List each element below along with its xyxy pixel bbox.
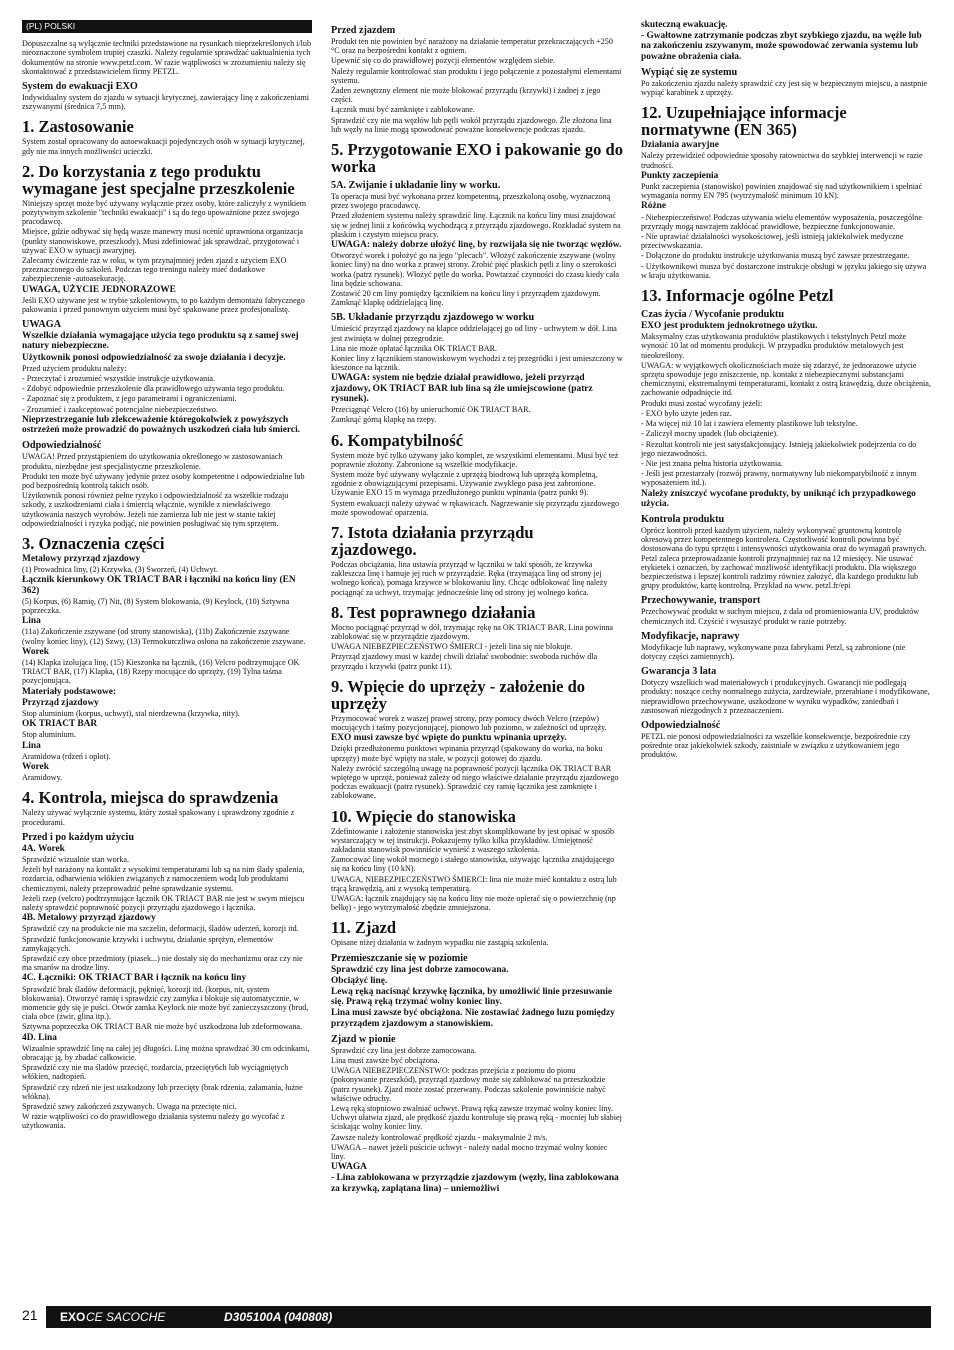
footer-code: D305100A (040808) [224, 1310, 333, 1324]
paragraph: Mocno pociągnąć przyrząd w dół, trzymając rękę na OK TRIACT BAR. Lina powinna zablokować się w przyrządzie zjazdowym. [331, 622, 614, 641]
bold-paragraph: Przyrząd zjazdowy [22, 697, 99, 708]
section-heading: 6. Kompatybilność [331, 430, 464, 450]
footer-variant: CE SACOCHE [86, 1310, 166, 1324]
paragraph: Aramidowy. [22, 773, 63, 783]
paragraph: Dopuszczalne są wyłącznie techniki przedstawione na rysunkach nieprzekreślonych i/lub nieoznaczone symbolem trupiej czaszki. Należy regularnie sprawdzać uaktualnienia tych dokumentów na stronie www.petzl.com. W razie wątpliwości w zrozumieniu należy się skontaktować z przedstawicielem firmy PETZL. [22, 39, 312, 76]
paragraph: Koniec liny z łącznikiem stanowiskowym wychodzi z tej przegródki i jest umieszczony w kieszonce na łącznik. [331, 354, 623, 373]
paragraph: UWAGA, NIEBEZPIECZEŃSTWO ŚMIERCI: lina nie może mieć kontaktu z ostrą lub trącą krawędzią, ani z wysoką temperaturą. [331, 874, 617, 893]
paragraph: Lina musi zawsze być obciążona. [331, 1056, 440, 1066]
paragraph: Dzięki przedłużonemu punktowi wpinania przyrząd (spakowany do worka, na boku uprzęży) może być wpięty na stałe, w pozycji gotowej do zjazdu. [331, 744, 603, 763]
paragraph: Zamknąć górną klapkę na rzepy. [331, 415, 437, 425]
paragraph: Produkt ten może być używany jedynie przez osoby kompetentne i odpowiedzialne lub pod bezpośrednią kontrolą takich osób. [22, 471, 305, 490]
paragraph: Dotyczy wszelkich wad materiałowych i produkcyjnych. Gwarancji nie podlegają produkty: noszące cechy normalnego zużycia, zardzewiałe, przerabiane i modyfikowane, nieprawidłowo przechowywane, uszkodzone w wyniku wypadków, zaniedbań i zastosowań niezgodnych z przeznaczeniem. [641, 678, 930, 715]
paragraph: - Jeśli jest przestarzały (rozwój prawny, normatywny lub niekompatybilność z innym wyposażeniem itd.). [641, 469, 917, 488]
language-header: (PL) POLSKI [22, 20, 312, 33]
bold-paragraph: Lewą ręką nacisnąć krzywkę łącznika, by umożliwić linie przesuwanie się. Prawą ręką trzymać wolny koniec liny. [331, 987, 612, 1008]
bold-paragraph: Wszelkie działania wymagające użycia tego produktu są z samej swej natury niebezpieczne. [22, 331, 299, 352]
paragraph: Łącznik musi być zamknięte i zablokowane. [331, 105, 475, 115]
paragraph: W razie wątpliwości co do prawidłowego działania systemu należy go wycofać z użytkowania. [22, 1112, 285, 1131]
paragraph: PETZL nie ponosi odpowiedzialności za wszelkie konsekwencje, bezpośrednie czy pośrednie oraz jakiekolwiek szkody, zaistniałe w związku z użytkowaniem jego produktów. [641, 731, 911, 760]
paragraph: - EXO było użyte jeden raz. [641, 408, 732, 418]
footer-bar [46, 1306, 931, 1328]
paragraph: Przymocować worek z waszej prawej strony, przy pomocy dwóch Velcro (rzepów) mocujących i taśmy pozycjonującej, pionowo lub poziomo, w zależności od uprzęży. [331, 713, 607, 732]
footer-product: EXO [60, 1310, 86, 1324]
paragraph: - Zdobyć odpowiednie przeszkolenie dla prawidłowego używania tego produktu. [22, 384, 285, 394]
paragraph: Maksymalny czas użytkowania produktów plastikowych i tekstylnych Petzl może wynosić 10 lat od momentu produkcji. W przypadku produktów metalowych jest nieokreślony. [641, 332, 907, 360]
paragraph: - Niebezpieczeństwo! Podczas używania wielu elementów wyposażenia, poszczególne przyrządy mogą nawzajem zakłócać prawidłowe, bezpieczne funkcjonowanie. [641, 212, 922, 231]
page-number: 21 [22, 1307, 38, 1323]
paragraph: - Nie uprawiać działalności wysokościowej, jeśli istnieją jakiekolwiek medyczne przeciwwskazania. [641, 232, 904, 251]
paragraph: - Zrozumieć i zaakceptować potencjalne niebezpieczeństwo. [22, 404, 218, 414]
page-footer [22, 1306, 931, 1328]
section-heading: 12. Uzupełniające informacje normatywne (EN 365) [641, 103, 847, 140]
subsection-heading: Kontrola produktu [641, 513, 725, 525]
bold-paragraph: Lina [22, 616, 41, 627]
bold-paragraph: Worek [22, 646, 49, 657]
section-heading: 4. Kontrola, miejsca do sprawdzenia [22, 788, 279, 808]
paragraph: - Przeczytać i zrozumieć wszystkie instrukcje użytkowania. [22, 374, 216, 384]
subsection-heading: Odpowiedzialność [641, 719, 721, 731]
bold-paragraph: Należy zniszczyć wycofane produkty, by uniknąć ich przypadkowego użycia. [641, 488, 916, 509]
paragraph: UWAGA: łącznik znajdujący się na końcu liny nie może opierać się o powierzchnię (np belkę) - jego wytrzymałość zbędzie zmniejszona. [331, 894, 616, 913]
subsection-heading: Przed zjazdem [331, 25, 396, 36]
bold-paragraph: Lina musi zawsze być obciążona. Nie zostawiać żadnego luzu pomiędzy przyrządem zjazdowym a stanowiskiem. [331, 1008, 615, 1029]
paragraph: Otworzyć worek i położyć go na jego "plecach". Włożyć zakończenie zszywane (wolny koniec liny) na dno worka z prawej strony. Zrobić pięć płaskich pętli z liny o szerokości worka (patrz rysunek). Włożyć pętle do worka. Powtarzać czynności do czasu kiedy cała lina będzie schowana. [331, 251, 619, 288]
paragraph: Produkt musi zostać wycofany jeżeli: [641, 398, 763, 408]
subsection-heading: 5B. Układanie przyrządu zjazdowego w worku [331, 312, 535, 324]
paragraph: Po zakończeniu zjazdu należy sprawdzić czy jest się w bezpiecznym miejscu, a nastpnie wypiąć karabinek z uprzęży. [641, 78, 928, 98]
subsection-heading: Przechowywanie, transport [641, 595, 761, 607]
paragraph: Użytkownik ponosi również pełne ryzyko i odpowiedzialność za wszelkie rodzaju szkody, z uszkodzeniami ciała i śmiercią włącznie, wynikłe z niewłaściwego użytkowania naszych wyrobów. Jeżeli nie zamierza lub nie jest w stanie takiej odpowiedzialności i ryzyka podjąć, nie powinien posługiwać się tym sprzętem. [22, 491, 289, 528]
paragraph: Modyfikacje lub naprawy, wykonywane poza fabrykami Petzl, są zabronione (nie dotyczy części zamiennych). [641, 642, 906, 661]
paragraph: Zostawić 20 cm liny pomiędzy łącznikiem na końcu liny i przyrządem zjazdowym. Zamknąć klapkę oddzielającą linę. [331, 289, 601, 308]
subsection-heading: Modyfikacje, naprawy [641, 630, 740, 642]
paragraph: Przyrząd zjazdowy musi w każdej chwili działać swobodnie: swoboda ruchów dla przyrządu i krzywki (patrz punkt 11). [331, 652, 598, 671]
bold-paragraph: - Gwałtowne zatrzymanie podczas zbyt szybkiego zjazdu, na węźle lub na zakończeniu zszywanym, może spowodować zerwania systemu lub poważne obrażenia ciała. [641, 31, 922, 62]
section-heading: 13. Informacje ogólne Petzl [641, 286, 834, 306]
subsection-heading: UWAGA [22, 319, 62, 331]
paragraph: Sprawdzić czy obce przedmioty (piasek...) nie dostały się do mechanizmu oraz czy nie ma smarów na drodze liny. [22, 954, 303, 973]
bold-paragraph: skuteczną ewakuację. [641, 20, 728, 30]
paragraph: Sprawdzić funkcjonowanie krzywki i uchwytu, działanie sprężyn, elementów zamykających. [22, 934, 274, 953]
subsection-heading: Przed i po każdym użyciu [22, 831, 135, 843]
paragraph: - Dołączone do produktu instrukcje użytkowania muszą być zawsze przestrzegane. [641, 251, 910, 261]
section-heading: 8. Test poprawnego działania [331, 602, 536, 622]
paragraph: System może być używany wyłącznie z uprzężą biodrową lub uprzężą kompletną, zgodnie z obowiązującymi przepisami. Używanie zwykłego pasa jest zabronione. Używanie EXO 15 m wymaga przedłużonego punktu wpinania (patrz punkt 9). [331, 469, 598, 498]
paragraph: Lina nie może opłatać łącznika OK TRIACT BAR. [331, 343, 498, 353]
subsection-heading: 5A. Zwijanie i układanie liny w worku. [331, 180, 501, 192]
bold-paragraph: UWAGA [331, 1162, 367, 1173]
bold-paragraph: OK TRIACT BAR [22, 719, 98, 730]
subsection-heading: Wypiąć się ze systemu [641, 66, 738, 78]
paragraph: UWAGA: w wyjątkowych okolicznościach może się zdarzyć, że jednorazowe użycie sprzętu spowoduje jego zniszczenie, np. kontakt z niebezpiecznymi substancjami chemicznymi, ekstremalnymi temperaturami, kontakt z ostrą krawędzią, duże obciążenia, zachowanie odpadnięcie itd. [641, 360, 931, 398]
paragraph: System może być tylko używany jako komplet, ze wszystkimi elementami. Musi być też poprawnie złożony. Zabronione są wszelkie modyfikacje. [331, 450, 619, 469]
bold-paragraph: Lina [22, 740, 41, 751]
paragraph: (11a) Zakończenie zszywane (od strony stanowiska), (11b) Zakończenie zszywane (wolny koniec liny), (12) Szwy, (13) Termokurczliwa osłona na zakończenie zszywane. [22, 627, 306, 646]
paragraph: Niniejszy sprzęt może być używany wyłącznie przez osoby, które zaliczyły z wynikiem pozytywnym szkolenie "techniki ewakuacji" i są do tego upoważnione przez swojego pracodawcę. [22, 198, 306, 227]
paragraph: System ewakuacji należy używać w rękawicach. Nagrzewanie się przyrządu zjazdowego może spowodować oparzenia. [331, 498, 620, 517]
section-heading: 1. Zastosowanie [22, 117, 134, 137]
paragraph: Podczas obciążania, lina ustawia przyrząd w łączniku w taki sposób, że krzywka zakleszcza linę i hamuje jej ruch w przyrządzie. Ręka (trzymająca linę od strony jej wolnego końca), pomaga krzywce w blokowaniu liny. Chcąc odblokować linę należy pociągnąć za uchwyt, trzymając jednocześnie linę od strony jej wolnego końca. [331, 559, 608, 597]
paragraph: Indywidualny system do zjazdu w sytuacji krytycznej, zawierający linę z zakończeniami zszywanymi (średnica 7,5 mm). [22, 93, 309, 112]
bold-paragraph: UWAGA: należy dobrze ułożyć linę, by rozwijała się nie tworząc węzłów. [331, 240, 622, 251]
paragraph: Sprawdzić czy rdzeń nie jest uszkodzony lub przecięty (brak rdzenia, załamania, łużne włókna). [22, 1082, 303, 1101]
paragraph: Przed użyciem produktu należy: [22, 363, 127, 373]
subsection-heading: Odpowiedzialność [22, 440, 102, 452]
bold-paragraph: Sprawdzić czy lina jest dobrze zamocowana. [331, 964, 509, 975]
paragraph: Przechowywać produkt w suchym miejscu, z dala od promieniowania UV, produktów chemicznych itd. Czyścić i wysuszyć produkt w razie potrzeby. [641, 607, 920, 626]
subsection-heading: System do ewakuacji EXO [22, 81, 138, 93]
paragraph: - Zaliczył mocny upadek (lub obciążenie). [641, 429, 779, 439]
paragraph: Upewnić się co do prawidłowej pozycji elementów względem siebie. [331, 56, 556, 66]
bold-paragraph: Worek [22, 761, 49, 772]
paragraph: Sprawdzić czy nie ma węzłów lub pętli wokół przyrządu zjazdowego. Źle złożona lina lub węzły na linie mogą spowodować poważne konsekwencje podczas zjazdu. [331, 115, 612, 134]
bold-paragraph: 4B. Metalowy przyrząd zjazdowy [22, 913, 156, 924]
subsection-heading: Zjazd w pionie [331, 1033, 396, 1045]
bold-paragraph: UWAGA: system nie będzie działał prawidłowo, jeżeli przyrząd zjazdowy, OK TRIACT BAR lub lina są źle umiejscowione (patrz rysunek). [331, 373, 593, 404]
paragraph: Należy używać wyłącznie systemu, który został spakowany i sprawdzony zgodnie z procedurami. [22, 808, 295, 827]
bold-paragraph: Metalowy przyrząd zjazdowy [22, 553, 141, 564]
paragraph: Miejsce, gdzie odbywać się będą wasze manewry musi ocenić uprawniona organizacja (punkty stanowiskowe, przeszkody). Musi zdefiniować jak sprawdzać, przygotować i używać EXO w sytuacji awaryjnej. [22, 227, 303, 255]
section-heading: 11. Zjazd [331, 918, 397, 938]
paragraph: (14) Klapka izolująca linę, (15) Kieszonka na łącznik, (16) Velcro podtrzymujące OK TRIACT BAR, (17) Klapka, (18) Rzepy mocujące do uprzęży, (19) Tylna taśma pozycjonująca. [22, 657, 300, 686]
paragraph: Zawsze należy kontrolować prędkość zjazdu - maksymalnie 2 m/s. [331, 1132, 548, 1142]
section-heading: 5. Przygotowanie EXO i pakowanie go do worka [331, 140, 623, 177]
paragraph: - Nie jest znana pełna historia użytkowania. [641, 458, 783, 468]
section-heading: 10. Wpięcie do stanowiska [331, 806, 516, 826]
paragraph: Należy zwrócić szczególną uwagę na poprawność pozycji łącznika OK TRIACT BAR wpiętego w uprzęż, ponieważ zależy od niego właściwe działanie przyrządu zjazdowego podczas ewakuacji (patrz rysunek). Sprawdzić czy ramię łącznika jest zamknięte i zablokowane. [331, 763, 619, 801]
bold-paragraph: Różne [641, 201, 666, 212]
paragraph: UWAGA! Przed przystąpieniem do użytkowania określonego w zastosowaniach produktu, niezbędne jest specjalistyczne przeszkolenie. [22, 452, 283, 471]
paragraph: Zalecamy ćwiczenie raz w roku, w tym przynajmniej jeden zjazd z użyciem EXO przeznaczonego do szkoleń. Podczas tego treningu należy mieć dodatkowe zabezpieczenie -autoasekurację. [22, 256, 287, 284]
paragraph: Oprócz kontroli przed każdym użyciem, należy wykonywać gruntowną kontrolę okresową przez kompetentnego kontrolera. Częstotliwość kontroli powinna być dostosowana do typu sprzętu i intensywności użytkowania oraz do wymagań prawnych. Petzl zaleca przeprowadzanie kontroli przynajmniej raz na 12 miesięcy. Nie usuwać etykietek i oznaczeń, by zachować możliwość identyfikacji produktu. Dla większego bezpieczeństwa i lepszej kontroli radzimy równiez założyć, dla każdego produktu lub grupy produktów, kartę kontrolną. Przykład na www. petzl.fr/epi [641, 525, 927, 591]
paragraph: UWAGA – nawet jeżeli puścicie uchwyt - należy nadal mocno trzymać wolny koniec liny. [331, 1142, 608, 1162]
paragraph: Przed złożeniem systemu należy sprawdzić linę. Łącznik na końcu liny musi znajdować się w jednej linii z końcówką wychodzącą z przyrządu zjazdowego. Rozkładać system na płaskim i czystym miejscu pracy. [331, 211, 621, 239]
paragraph: - Ma więcej niż 10 lat i zawiera elementy plastikowe lub tekstylne. [641, 419, 858, 429]
bold-paragraph: Działania awaryjne [641, 140, 719, 151]
paragraph: Sprawdzić wizualnie stan worka. [22, 855, 129, 864]
column-3 [641, 20, 931, 761]
paragraph: Umieścić przyrząd zjazdowy na klapce oddzielającej go od liny - uchwytem w dół. Lina jest zwinięta w dolnej przegrodzie. [331, 324, 617, 343]
paragraph: - Zapoznać się z produktem, z jego parametrami i ograniczeniami. [22, 394, 237, 404]
bold-paragraph: 4D. Lina [22, 1032, 57, 1043]
paragraph: Jeżeli rzep (velcro) podtrzymujące łącznik OK TRIACT BAR nie jest w swym miejscu należy sprawdzić poprawność pozycji przyrządu zjazdowego i łącznika. [22, 893, 305, 913]
paragraph: Przeciągnąć Velcro (16) by unieruchomić OK TRIACT BAR. [331, 405, 531, 415]
paragraph: - Użytkownikowi musza być dostarczone instrukcje obsługi w języku jakiego się używa w kraju użytkowania. [641, 261, 927, 280]
paragraph: Sprawdzić czy na produkcie nie ma szczelin, deformacji, śladów uderzeń, korozji itd. [22, 924, 299, 934]
bold-paragraph: EXO musi zawsze być wpięte do punktu wpinania uprzęży. [331, 733, 567, 744]
bold-paragraph: - Lina zablokowana w przyrządzie zjazdowym (węzły, lina zablokowana za krzywką, zaplątana lina) – uniemożliwi [331, 1173, 619, 1194]
bold-paragraph: Punkty zaczepienia [641, 170, 719, 181]
paragraph: - Rezultat kontroli nie jest satysfakcjonujący. Istnieją jakiekolwiek podejrzenia co do jego niezawodności. [641, 439, 917, 458]
section-heading: 9. Wpięcie do uprzęży - założenie do uprzęży [331, 676, 586, 713]
paragraph: Lewą ręką stopniowo zwalniać uchwyt. Prawą ręką zawsze trzymać wolny koniec liny. Uchwyt ułatwia zjazd, ale prędkość zjazdu kontroluje się prawą ręką - mocniej lub słabiej ściskając wolny koniec liny. [331, 1104, 622, 1132]
bold-paragraph: 4C. Łączniki: OK TRIACT BAR i łącznik na końcu liny [22, 973, 247, 984]
section-heading: 3. Oznaczenia części [22, 533, 165, 553]
paragraph: Punkt zaczepienia (stanowisko) powinien znajdować się nad użytkownikiem i spełniać wymagania normy EN 795 (wytrzymałość minimum 10 kN). [641, 182, 923, 201]
subsection-heading: Przemieszczanie się w poziomie [331, 952, 468, 964]
paragraph: Opisane niżej działania w żadnym wypadku nie zastąpią szkolenia. [331, 938, 549, 948]
paragraph: Ta operacja musi być wykonana przez kompetentną, przeszkoloną osobę, wyznaczoną przez swojego pracodawcę. [331, 192, 611, 211]
paragraph: Zdefiniowanie i założenie stanowiska jest zbyt skomplikowane by jest opisać w sposób wystarczający w tej instrukcji. Pokazujemy tylko kilka przykładów. Umiejętność zakładania stanowisk powinniście wynieść z waszego szkolenia. [331, 826, 614, 854]
paragraph: Stop aluminium (korpus, uchwyt), stal nierdzewna (krzywka, nity). [22, 708, 240, 718]
paragraph: Jeżeli był narażony na kontakt z wysokimi temperaturami lub są na nim ślady spalenia, rozdarcia, odbarwienia włókien związanych z namoczeniem wodą lub produktami chemicznymi, należy przeprowadzić pełne sprawdzanie systemu. [22, 865, 305, 893]
paragraph: Należy regularnie kontrolować stan produktu i jego połączenie z pozostałymi elementami systemu. [331, 66, 622, 85]
bold-paragraph: EXO jest produktem jednokrotnego użytku. [641, 321, 818, 332]
column-1 [22, 20, 312, 1132]
paragraph: Stop aluminium. [22, 730, 76, 740]
subsection-heading: Gwarancja 3 lata [641, 666, 717, 678]
paragraph: Sprawdzić czy lina jest dobrze zamocowana. [331, 1045, 477, 1055]
paragraph: Zamocować linę wokół mocnego i stałego stanowiska, używając łącznika znajdującego się na końcu liny (10 kN). [331, 855, 615, 874]
paragraph: Należy przewidzieć odpowiednie sposoby ratownictwa do szybkiej interwencji w razie trudności. [641, 151, 923, 170]
paragraph: Sprawdzić szwy zakończeń zszywanych. Uwaga na przecięte nici. [22, 1102, 237, 1112]
paragraph: Aramidowa (rdzeń i oplot). [22, 751, 111, 761]
section-heading: 7. Istota działania przyrządu zjazdowego. [331, 522, 534, 559]
paragraph: Produkt ten nie powinien być narażony na działanie temperatur przekraczających +250 °C oraz na bezpośredni kontakt z ogniem. [331, 37, 613, 56]
bold-paragraph: Łącznik kierunkowy OK TRIACT BAR i łączniki na końcu liny (EN 362) [22, 575, 296, 596]
paragraph: UWAGA NIEBEZPIECZEŃSTWO: podczas przejścia z poziomu do pionu (pokonywanie przeszkód), przyrząd zjazdowy może się zablokować na przeszkodzie (patrz rysunek). Zjazd może zostać przerwany. Podczas szkolenie powinniście nabyć właściwe odruchy. [331, 1066, 606, 1103]
bold-paragraph: Obciążyć linę. [331, 975, 388, 986]
paragraph: UWAGA NIEBEZPIECZEŃSTWO ŚMIERCI - jeżeli lina się nie blokuje. [331, 642, 573, 652]
bold-paragraph: Użytkownik ponosi odpowiedzialność za swoje działania i decyzje. [22, 352, 286, 363]
bold-paragraph: Materiały podstawowe: [22, 686, 116, 697]
subsection-heading: Czas życia / Wycofanie produktu [641, 309, 785, 321]
bold-paragraph: UWAGA, UŻYCIE JEDNORAZOWE [22, 284, 176, 295]
column-2 [331, 20, 623, 1195]
section-heading: 2. Do korzystania z tego produktu wymagane jest specjalne przeszkolenie [22, 161, 295, 198]
bold-paragraph: Nieprzestrzeganie lub zlekceważenie któregokolwiek z powyższych ostrzeżeń może prowadzić do poważnych uszkodzeń ciała lub śmierci. [22, 414, 301, 436]
paragraph: (5) Korpus, (6) Ramię, (7) Nit, (8) System blokowania, (9) Keylock, (10) Sztywna poprzeczka. [22, 596, 290, 615]
paragraph: Sprawdzić brak śladów deformacji, pęknięć, korozji itd. (korpus, nit, system blokowania). Otworzyć ramię i sprawdzić czy zamyka i blokuje się automatycznie, w momencie gdy się je puści. Otwór zamka Keylock nie może być zanieczyszczony (brud, ciała obce (żwir, glina itp.). [22, 984, 309, 1022]
paragraph: Żaden zewnętrzny element nie może blokować przyrządu (krzywki) i żadnej z jego części. [331, 86, 601, 105]
paragraph: Sztywna poprzeczka OK TRIACT BAR nie może być uszkodzona lub zdeformowana. [22, 1022, 302, 1032]
paragraph: Jeśli EXO używane jest w trybie szkoleniowym, to po każdym demontażu fabrycznego pakowania i przed ponownym użyciem musi być spakowane przez profesjonalistę. [22, 295, 305, 315]
paragraph: Wizualnie sprawdzić linę na całej jej długości. Linę można sprawdzać 30 cm odcinkami, obracając ją, by zbadać całkowicie. [22, 1043, 310, 1063]
bold-paragraph: 4A. Worek [22, 843, 65, 854]
paragraph: System został opracowany do autoewakuacji pojedynczych osób w sytuacji krytycznej, gdy nie ma innych możliwości ucieczki. [22, 137, 305, 156]
paragraph: Sprawdzić czy nie ma śladów przecięć, rozdarcia, przecięty6ch lub wyciągniętych włókien, nadtopień. [22, 1063, 289, 1082]
paragraph: (1) Prowadnica liny, (2) Krzywka, (3) Sworzeń, (4) Uchwyt. [22, 565, 218, 575]
